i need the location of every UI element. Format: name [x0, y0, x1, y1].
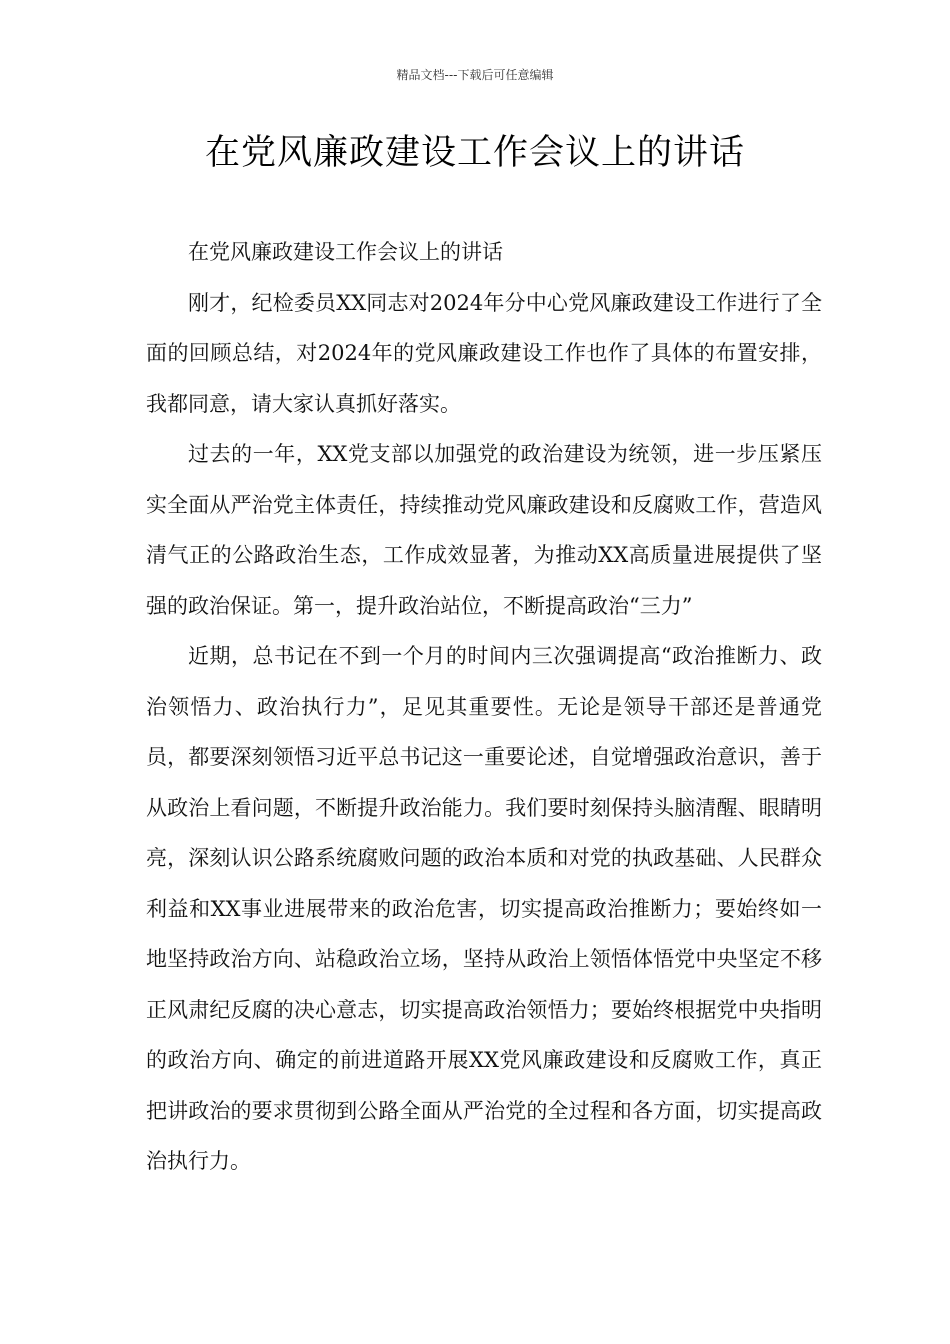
paragraph-1: 刚才，纪检委员XX同志对2024年分中心党风廉政建设工作进行了全面的回顾总结，对2024年的党风廉政建设工作也作了具体的布置安排，我都同意，请大家认真抓好落实。 — [146, 290, 822, 416]
document-body — [146, 227, 822, 1187]
document-title: 在党风廉政建设工作会议上的讲话 — [204, 133, 745, 173]
paragraph-3: 近期，总书记在不到一个月的时间内三次强调提高“政治推断力、政治领悟力、政治执行力”，足见其重要性。无论是领导干部还是普通党员，都要深刻领悟习近平总书记这一重要论述，自觉增强政治意识，善于从政治上看问题，不断提升政治能力。我们要时刻保持头脑清醒、眼睛明亮，深刻认识公路系统腐败问题的政治本质和对党的执政基础、人民群众利益和XX事业进展带来的政治危害，切实提高政治推断力；要始终如一地坚持政治方向、站稳政治立场，坚持从政治上领悟体悟党中央坚定不移正风肃纪反腐的决心意志，切实提高政治领悟力；要始终根据党中央指明的政治方向、确定的前进道路开展XX党风廉政建设和反腐败工作，真正把讲政治的要求贯彻到公路全面从严治党的全过程和各方面，切实提高政治执行力。 — [146, 644, 822, 1173]
paragraph-subtitle: 在党风廉政建设工作会议上的讲话 — [188, 240, 503, 264]
paragraph-2: 过去的一年，XX党支部以加强党的政治建设为统领，进一步压紧压实全面从严治党主体责任，持续推动党风廉政建设和反腐败工作，营造风清气正的公路政治生态，工作成效显著，为推动XX高质量进展提供了坚强的政治保证。第一，提升政治站位，不断提高政治“三力” — [146, 442, 822, 618]
header-note: 精品文档---下载后可任意编辑 — [396, 68, 554, 82]
